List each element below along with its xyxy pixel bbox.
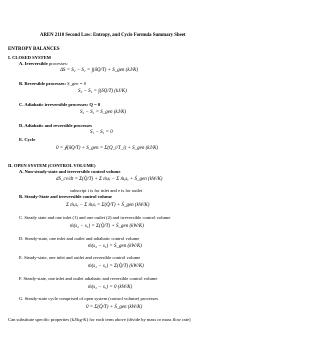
closed-item-d-label: D. Adiabatic and reversible processes (19, 123, 92, 128)
open-item-c-label: C. Steady state and one inlet (1) and one outlet (2) and irreversible control volume (19, 215, 171, 220)
open-equation-d: ṁ(s₂ − s₁) = Ṡ_gen (kW/K) (88, 244, 142, 249)
closed-item-e-label: E. Cycle (19, 137, 36, 142)
open-item-a-label: A. Non-steady-state and irreversible control volume (19, 169, 121, 174)
footer-note: Can substitute specific properties (kJ/kg-K) for each term above (divide by mass or mass flow rate) (8, 317, 191, 322)
closed-item-c-label: C. Adiabatic irreversible processes: Q = 0 (19, 102, 101, 107)
closed-item-b-text: S_gen = 0 (67, 81, 87, 86)
open-equation-b: Σ ṁₑsₑ − Σ ṁᵢsᵢ = Σ(Q̇/T) + Ṡ_gen (kW/K) (66, 203, 150, 208)
closed-equation-e: 0 = ∮(δQ/T) + S_gen = Σ(Q_i/T_i) + S_gen (kJ/K) (56, 146, 159, 151)
open-item-g-label: G. Steady-state cycle comprised of open system (control volume) processes (19, 296, 159, 301)
closed-item-a-label: A. Irreversible (19, 61, 48, 66)
closed-item-b (19, 81, 86, 86)
page-title: AREN 2110 Second Law: Entropy, and Cycle Formula Summary Sheet (40, 33, 186, 38)
open-system-heading: II. OPEN SYSTEM (CONTROL VOLUME) (8, 163, 96, 168)
open-equation-c: ṁ(s₂ − s₁) = Σ(Q̇/T) + Ṡ_gen (kW/K) (70, 224, 144, 229)
open-item-f-label: F. Steady-state, one inlet and outlet adiabatic and reversible control volume (19, 276, 158, 281)
closed-item-a-text: processes: (47, 61, 68, 66)
section-heading: ENTROPY BALANCES (8, 47, 60, 52)
open-item-b-label: B. Steady-State and irreversible control volume (19, 194, 112, 199)
open-equation-g: 0 = Σ(Q̇/T) + Ṡ_gen (kW/K) (86, 305, 143, 310)
closed-equation-b: S₂ − S₁ = ∫(δQ/T) (kJ/K) (78, 89, 127, 94)
closed-item-b-label: B. Reversible processes: (19, 81, 68, 86)
open-equation-e: ṁ(s₂ − s₁) = Σ(Q̇/T) (kW/K) (88, 264, 144, 269)
closed-system-heading: I. CLOSED SYSTEM (8, 55, 52, 60)
open-item-a-note: subscript i is for inlet and e is for outlet (70, 188, 143, 193)
open-item-e-label: E. Steady-state, one inlet and outlet and reversible control volume (19, 255, 141, 260)
open-item-d-label: D. Steady-state, one inlet and outlet and adiabatic control volume (19, 236, 140, 241)
closed-equation-c: S₂ − S₁ = S_gen (kJ/K) (80, 110, 127, 115)
open-equation-a: dS_cv/dt = Σ(Q̇/T) + Σ ṁᵢsᵢ − Σ ṁₑsₑ + Ṡ_gen (kW/K) (56, 177, 163, 182)
closed-equation-a: ΔS = S₂ − S₁ = ∫(δQ/T) + S_gen (kJ/K) (60, 68, 139, 73)
closed-item-a (19, 61, 68, 66)
open-equation-f: ṁ(s₂ − s₁) = 0 (kW/K) (88, 285, 133, 290)
closed-equation-d: S₁ − S₁ = 0 (90, 130, 113, 135)
